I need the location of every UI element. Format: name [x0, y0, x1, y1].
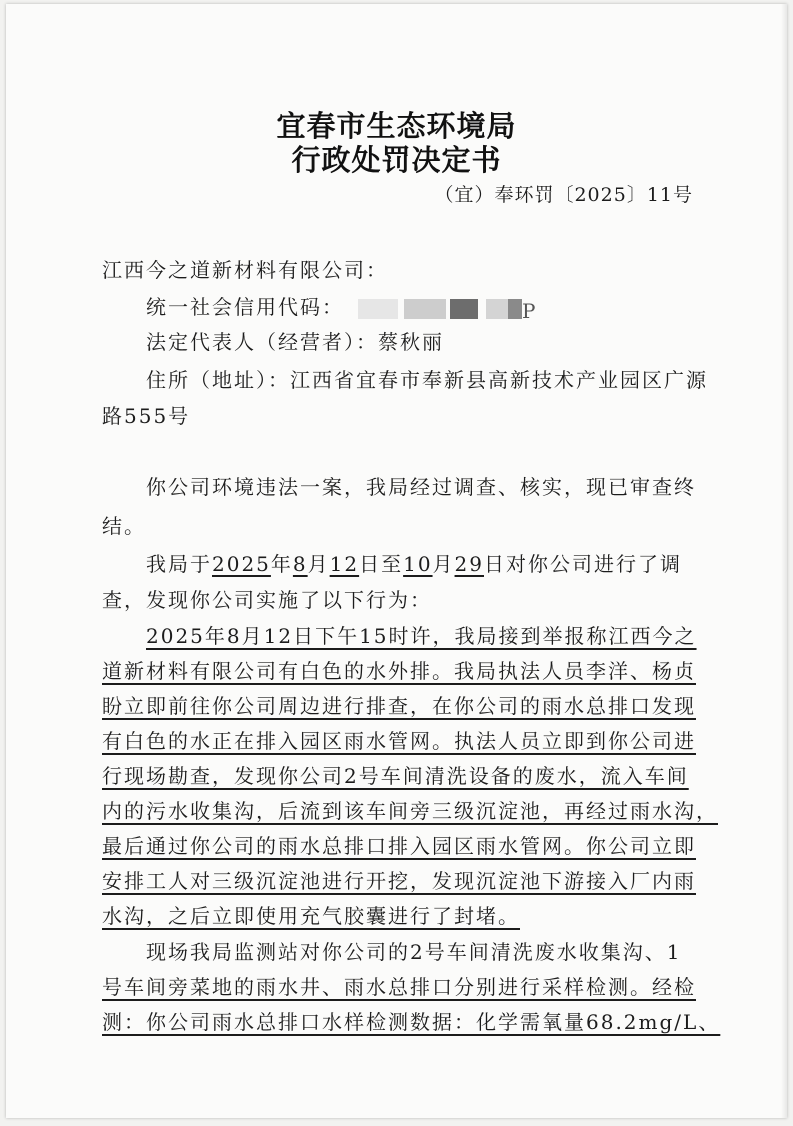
- start-year: 2025: [212, 552, 271, 576]
- facts-line-6: 内的污水收集沟，后流到该车间旁三级沉淀池，再经过雨水沟，: [102, 799, 718, 823]
- end-month: 10: [403, 552, 433, 576]
- address-line2: 路555号: [102, 404, 191, 428]
- credit-code-tail: P: [522, 298, 538, 323]
- facts-line-8: 安排工人对三级沉淀池进行开挖，发现沉淀池下游接入厂内雨: [102, 869, 696, 893]
- intro-line1: 你公司环境违法一案，我局经过调查、核实，现已审查终: [146, 475, 696, 499]
- credit-code-row: [146, 291, 538, 323]
- monitoring-line-3: 测：你公司雨水总排口水样检测数据：化学需氧量68.2mg/L、: [102, 1010, 721, 1034]
- address-line1: 住所（地址）：江西省宜春市奉新县高新技术产业园区广源: [146, 368, 708, 392]
- monitoring-line-1: 现场我局监测站对你公司的2号车间清洗废水收集沟、1: [146, 940, 682, 964]
- document-number: （宜）奉环罚〔2025〕11号: [434, 184, 693, 206]
- facts-line-1: 2025年8月12日下午15时许，我局接到举报称江西今之: [146, 624, 697, 648]
- document-page: [6, 4, 787, 1118]
- facts-line-4: 有白色的水正在排入园区雨水管网。执法人员立即到你公司进: [102, 729, 696, 753]
- facts-line-2: 道新材料有限公司有白色的水外排。我局执法人员李洋、杨贞: [102, 659, 696, 683]
- document-title-line2: 行政处罚决定书: [291, 143, 502, 177]
- facts-line-9: 水沟，之后立即使用充气胶囊进行了封堵。: [102, 904, 520, 928]
- credit-code-label: 统一社会信用代码：: [146, 295, 344, 319]
- legal-representative: 法定代表人（经营者）：蔡秋丽: [146, 330, 444, 354]
- recipient-company: 江西今之道新材料有限公司：: [102, 258, 388, 282]
- investigation-line2: 查，发现你公司实施了以下行为：: [102, 588, 432, 612]
- facts-line-3: 盼立即前往你公司周边进行排查，在你公司的雨水总排口发现: [102, 694, 696, 718]
- document-title-line1: 宜春市生态环境局: [276, 109, 517, 143]
- end-day: 29: [454, 552, 484, 576]
- monitoring-line-2: 号车间旁菜地的雨水井、雨水总排口分别进行采样检测。经检: [102, 975, 696, 999]
- facts-line-7: 最后通过你公司的雨水总排口排入园区雨水管网。你公司立即: [102, 834, 696, 858]
- facts-line-5: 行现场勘查，发现你公司2号车间清洗设备的废水，流入车间: [102, 764, 689, 788]
- start-month: 8: [292, 552, 308, 576]
- credit-code-redaction: [358, 297, 538, 323]
- investigation-line1: 我局于2025年8月12日至10月29日对你公司进行了调: [146, 552, 682, 576]
- intro-line2: 结。: [102, 514, 146, 538]
- start-day: 12: [329, 552, 360, 576]
